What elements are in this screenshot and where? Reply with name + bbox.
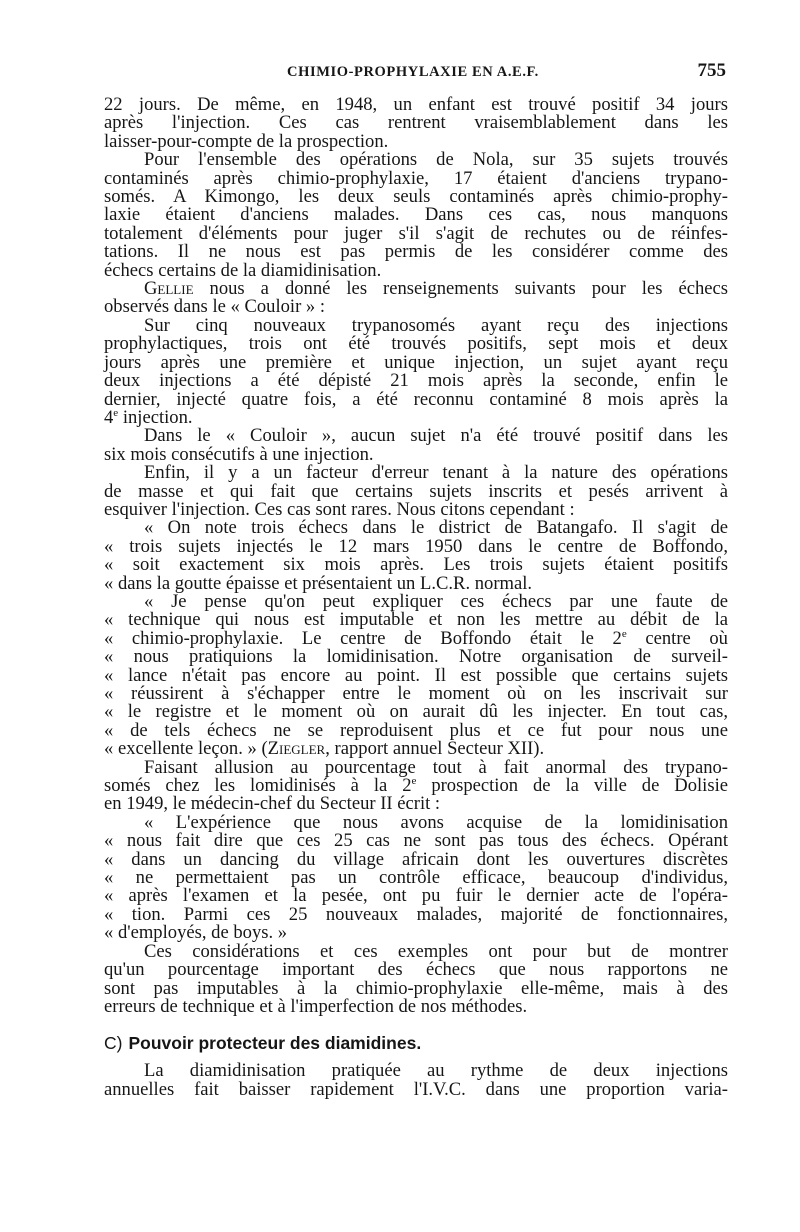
- section-title: Pouvoir protecteur des diamidines.: [128, 1033, 422, 1054]
- text-line: « On note trois échecs dans le district de Batangafo. Il s'agit de: [144, 517, 728, 539]
- text-line: échecs certains de la diamidinisation.: [104, 259, 382, 281]
- section-heading: [104, 1032, 728, 1054]
- paragraph-9: [104, 1062, 728, 1099]
- text-line: prophylactiques, trois ont été trouvés positifs, sept mois et deux: [104, 333, 728, 355]
- text-line: Dans le « Couloir », aucun sujet n'a été trouvé positif dans les: [144, 425, 728, 447]
- text-fragment: injection.: [118, 406, 193, 428]
- text-line: « nous pratiquions la lomidinisation. Notre organisation de surveil-: [104, 646, 728, 668]
- text-line: « trois sujets injectés le 12 mars 1950 dans le centre de Boffondo,: [104, 535, 728, 557]
- text-line: sont pas imputables à la chimio-prophylaxie elle-même, mais à des: [104, 977, 728, 999]
- text-line: « nous fait dire que ces 25 cas ne sont pas tous des échecs. Opérant: [104, 830, 728, 852]
- paragraph-1: [104, 96, 728, 151]
- text-line: somés. A Kimongo, les deux seuls contaminés après chimio-prophy-: [104, 186, 728, 208]
- body-text: [104, 96, 728, 1099]
- text-line: « de tels échecs ne se reproduisent plus et ce fut pour nous une: [104, 719, 728, 741]
- author-name: Gellie: [144, 278, 194, 300]
- paragraph-7: [104, 756, 729, 815]
- text-line: Sur cinq nouveaux trypanosomés ayant reçu des injections: [144, 314, 728, 336]
- text-fragment: 4: [104, 406, 114, 428]
- text-line: « ne permettaient pas un contrôle efficace, beaucoup d'individus,: [104, 867, 728, 889]
- running-title: CHIMIO-PROPHYLAXIE EN A.E.F.: [287, 64, 539, 80]
- text-line: observés dans le « Couloir » :: [104, 296, 326, 318]
- paragraph-3: [104, 280, 728, 317]
- text-line: Enfin, il y a un facteur d'erreur tenant à la nature des opérations: [144, 462, 728, 484]
- text-line: « d'employés, de boys. »: [104, 922, 288, 944]
- text-line: « après l'examen et la pesée, ont pu fuir le dernier acte de l'opéra-: [104, 885, 728, 907]
- text-line: 22 jours. De même, en 1948, un enfant est trouvé positif 34 jours: [104, 94, 728, 115]
- text-line: « Je pense qu'on peut expliquer ces échecs par une faute de: [144, 590, 728, 612]
- text-fragment: , rapport annuel Secteur XII).: [325, 738, 545, 760]
- text-line: laxie étaient d'anciens malades. Dans ces cas, nous manquons: [104, 204, 728, 226]
- paragraph-4: [104, 314, 728, 428]
- text-fragment: « chimio-prophylaxie. Le centre de Boffondo était le 2: [104, 627, 622, 649]
- text-line: « dans un dancing du village africain dont les ouvertures discrètes: [104, 848, 728, 870]
- paragraph-5: [104, 427, 728, 464]
- text-line: « réussirent à s'échapper entre le moment où on les inscrivait sur: [104, 683, 728, 704]
- text-line: deux injections a été dépisté 21 mois après la seconde, enfin le: [104, 370, 728, 392]
- text-line: annuelles fait baisser rapidement l'I.V.C. dans une proportion varia-: [104, 1078, 728, 1100]
- text-line: « le registre et le moment où on aurait dû les injecter. En tout cas,: [104, 701, 728, 723]
- page-number: 755: [697, 60, 726, 81]
- quotation-1: [104, 519, 728, 593]
- text-line: jours après une première et unique injection, un sujet ayant reçu: [104, 351, 728, 373]
- page-header: [104, 58, 728, 90]
- text-line: tations. Il ne nous est pas permis de les considérer comme des: [104, 241, 728, 263]
- paragraph-2: [104, 151, 728, 280]
- text-line: Faisant allusion au pourcentage tout à fait anormal des trypano-: [144, 756, 728, 778]
- text-line: « dans la goutte épaisse et présentaient un L.C.R. normal.: [104, 572, 533, 594]
- text-line: après l'injection. Ces cas rentrent vraisemblablement dans les: [104, 112, 728, 134]
- text-line: « lance n'était pas encore au point. Il est possible que certains sujets: [104, 664, 728, 686]
- text-line: « tion. Parmi ces 25 nouveaux malades, majorité de fonctionnaires,: [104, 903, 728, 925]
- text-fragment: « excellente leçon. » (: [104, 738, 268, 760]
- text-line: laisser-pour-compte de la prospection.: [104, 130, 389, 152]
- text-fragment: nous a donné les renseignements suivants pour les échecs: [193, 278, 728, 300]
- text-line: esquiver l'injection. Ces cas sont rares. Nous citons cependant :: [104, 498, 575, 520]
- text-fragment: somés chez les lomidinisés à la 2: [104, 775, 412, 797]
- paragraph-6: [104, 464, 728, 519]
- author-name: Ziegler: [267, 738, 326, 760]
- text-fragment: prospection de la ville de Dolisie: [416, 775, 729, 797]
- superscript: e: [113, 406, 119, 419]
- page: [104, 58, 728, 1099]
- text-line: « technique qui nous est imputable et non les mettre au débit de la: [104, 609, 728, 631]
- quotation-2: [104, 590, 728, 760]
- text-line: La diamidinisation pratiquée au rythme de deux injections: [144, 1060, 728, 1082]
- paragraph-8: [104, 940, 728, 1017]
- text-line: « soit exactement six mois après. Les trois sujets étaient positifs: [104, 554, 728, 576]
- text-line: totalement d'éléments pour juger s'il s'agit de rechutes ou de réinfes-: [104, 222, 728, 244]
- quotation-3: [104, 811, 728, 944]
- text-line: de masse et qui fait que certains sujets inscrits et pesés arrivent à: [104, 480, 728, 502]
- superscript: e: [621, 627, 627, 640]
- superscript: e: [411, 774, 417, 787]
- text-line: six mois consécutifs à une injection.: [104, 443, 374, 465]
- text-fragment: centre où: [626, 627, 728, 649]
- text-line: qu'un pourcentage important des échecs que nous rapportons ne: [104, 959, 728, 981]
- section-letter: C): [104, 1033, 123, 1054]
- text-line: contaminés après chimio-prophylaxie, 17 étaient d'anciens trypano-: [104, 167, 728, 189]
- text-line: Pour l'ensemble des opérations de Nola, sur 35 sujets trouvés: [144, 149, 728, 171]
- text-line: « L'expérience que nous avons acquise de la lomidinisation: [144, 811, 728, 833]
- text-line: en 1949, le médecin-chef du Secteur II écrit :: [104, 793, 441, 815]
- text-line: dernier, injecté quatre fois, a été reconnu contaminé 8 mois après la: [104, 388, 728, 410]
- text-line: [104, 740, 728, 758]
- text-line: erreurs de technique et à l'imperfection de nos méthodes.: [104, 995, 528, 1017]
- text-line: Ces considérations et ces exemples ont pour but de montrer: [144, 940, 728, 962]
